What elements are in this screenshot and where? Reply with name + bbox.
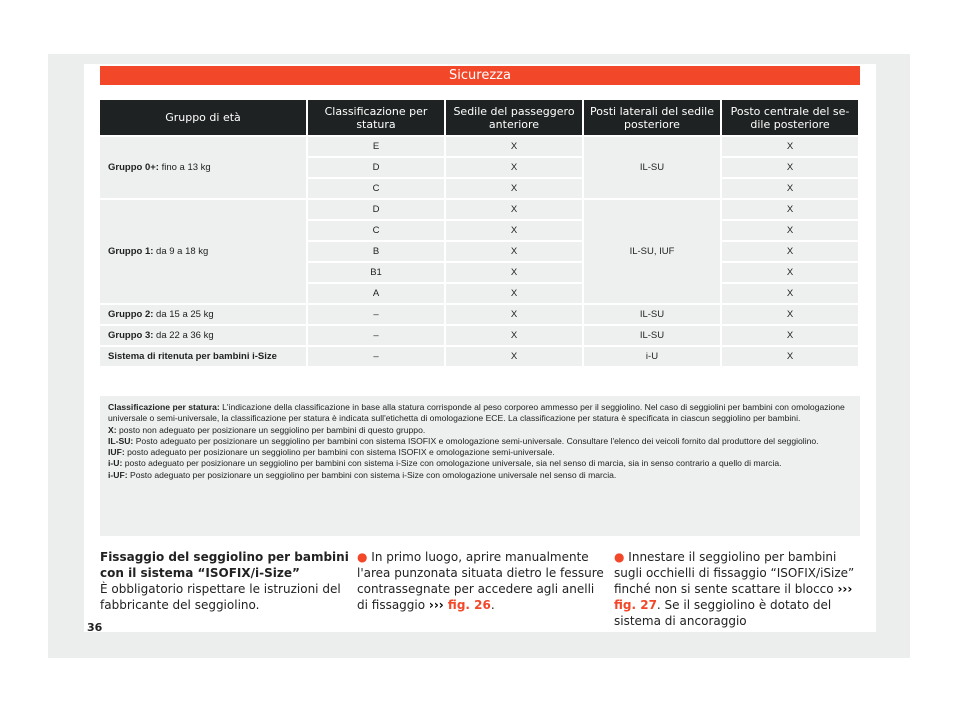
section-heading: Fissaggio del seggiolino per bambini con il sistema “ISOFIX/i-Size” <box>100 550 349 580</box>
note-il-su: IL-SU: Posto adeguato per posizionare un seggiolino per bambini con sistema ISOFIX e omologazione semi-universale. Consultare l'elenco dei veicoli fornito dal produttore del seggiolino. <box>108 435 819 446</box>
stature-cell: – <box>308 347 444 366</box>
child-seat-table <box>98 98 860 368</box>
stature-cell: D <box>308 158 444 177</box>
front-cell: X <box>446 179 582 198</box>
rear-side-cell: IL-SU <box>584 305 720 324</box>
rear-center-cell: X <box>722 179 858 198</box>
header-age-group: Gruppo di età <box>100 100 306 135</box>
stature-cell: C <box>308 179 444 198</box>
header-front-seat: Sedile del passeggero anteriore <box>446 100 582 135</box>
step-1: ● In primo luogo, aprire manualmente l'area punzonata situata dietro le fessure contrassegnate per accedere agli anelli di fissaggio ››› fig. 26. <box>357 550 604 612</box>
stature-cell: – <box>308 305 444 324</box>
note-stature: Classificazione per statura: L'indicazione della classificazione in base alla statura corrisponde al peso corporeo ammesso per il seggiolino. Nel caso di seggiolini per bambini con omologazione universale o semi-universale, la classificazione per statura è indicata sull'etichetta di omologazione ECE. La classificazione per statura è specificata in ciascun seggiolino per bambini. <box>108 402 845 424</box>
front-cell: X <box>446 326 582 345</box>
table-row <box>100 137 858 156</box>
table-header-row <box>100 100 858 135</box>
front-cell: X <box>446 137 582 156</box>
rear-center-cell: X <box>722 242 858 261</box>
rear-center-cell: X <box>722 137 858 156</box>
stature-cell: B1 <box>308 263 444 282</box>
section-header: Sicurezza <box>100 66 860 85</box>
group-2-cell: Gruppo 2: da 15 a 25 kg <box>100 305 306 324</box>
page-number: 36 <box>87 621 103 634</box>
note-i-u: i-U: posto adeguato per posizionare un seggiolino per bambini con sistema i-Size con omologazione universale, sia nel senso di marcia, sia in senso contrario a quello di marcia. <box>108 458 782 469</box>
rear-center-cell: X <box>722 305 858 324</box>
column-1 <box>100 549 350 613</box>
front-cell: X <box>446 221 582 240</box>
column-2 <box>357 549 607 613</box>
step-2: ● Innestare il seggiolino per bambini sugli occhielli di fissaggio “ISOFIX/iSize” finché non si sente scattare il blocco ››› fig. 27. Se il seggiolino è dotato del sistema di ancoraggio <box>614 550 855 628</box>
header-stature: Classificazione per statura <box>308 100 444 135</box>
rear-side-cell: IL-SU, IUF <box>584 200 720 303</box>
rear-side-cell: IL-SU <box>584 137 720 198</box>
reference-arrows-icon: ››› <box>428 598 444 612</box>
stature-cell: A <box>308 284 444 303</box>
note-i-uf: i-UF: Posto adeguato per posizionare un seggiolino per bambini con sistema i-Size con omologazione universale nel senso di marcia. <box>108 469 617 480</box>
note-x: X: posto non adeguato per posizionare un seggiolino per bambini di questo gruppo. <box>108 424 426 435</box>
rear-center-cell: X <box>722 347 858 366</box>
rear-center-cell: X <box>722 221 858 240</box>
table-row <box>100 200 858 219</box>
rear-center-cell: X <box>722 326 858 345</box>
header-rear-center: Posto centrale del sedile posteriore <box>722 100 858 135</box>
rear-center-cell: X <box>722 263 858 282</box>
front-cell: X <box>446 242 582 261</box>
rear-center-cell: X <box>722 284 858 303</box>
column-3 <box>614 549 864 629</box>
rear-side-cell: i-U <box>584 347 720 366</box>
front-cell: X <box>446 158 582 177</box>
intro-paragraph: È obbligatorio rispettare le istruzioni del fabbricante del seggiolino. <box>100 582 341 612</box>
front-cell: X <box>446 263 582 282</box>
table-row <box>100 326 858 345</box>
group-isize-cell: Sistema di ritenuta per bambini i-Size <box>100 347 306 366</box>
bullet-icon: ● <box>614 550 625 564</box>
group-0-cell: Gruppo 0+: fino a 13 kg <box>100 137 306 198</box>
table-row <box>100 305 858 324</box>
rear-center-cell: X <box>722 200 858 219</box>
table-legend-notes <box>100 396 860 536</box>
stature-cell: B <box>308 242 444 261</box>
rear-center-cell: X <box>722 158 858 177</box>
figure-link[interactable]: fig. 27 <box>614 598 657 612</box>
header-rear-side: Posti laterali del sedile posteriore <box>584 100 720 135</box>
table-row <box>100 347 858 366</box>
rear-side-cell: IL-SU <box>584 326 720 345</box>
stature-cell: E <box>308 137 444 156</box>
bullet-icon: ● <box>357 550 368 564</box>
front-cell: X <box>446 200 582 219</box>
group-3-cell: Gruppo 3: da 22 a 36 kg <box>100 326 306 345</box>
front-cell: X <box>446 305 582 324</box>
stature-cell: D <box>308 200 444 219</box>
reference-arrows-icon: ››› <box>837 582 853 596</box>
front-cell: X <box>446 347 582 366</box>
group-1-cell: Gruppo 1: da 9 a 18 kg <box>100 200 306 303</box>
front-cell: X <box>446 284 582 303</box>
stature-cell: C <box>308 221 444 240</box>
note-iuf: IUF: posto adeguato per posizionare un seggiolino per bambini con sistema ISOFIX e omologazione semi-universale. <box>108 447 555 458</box>
stature-cell: – <box>308 326 444 345</box>
figure-link[interactable]: fig. 26 <box>443 598 491 612</box>
